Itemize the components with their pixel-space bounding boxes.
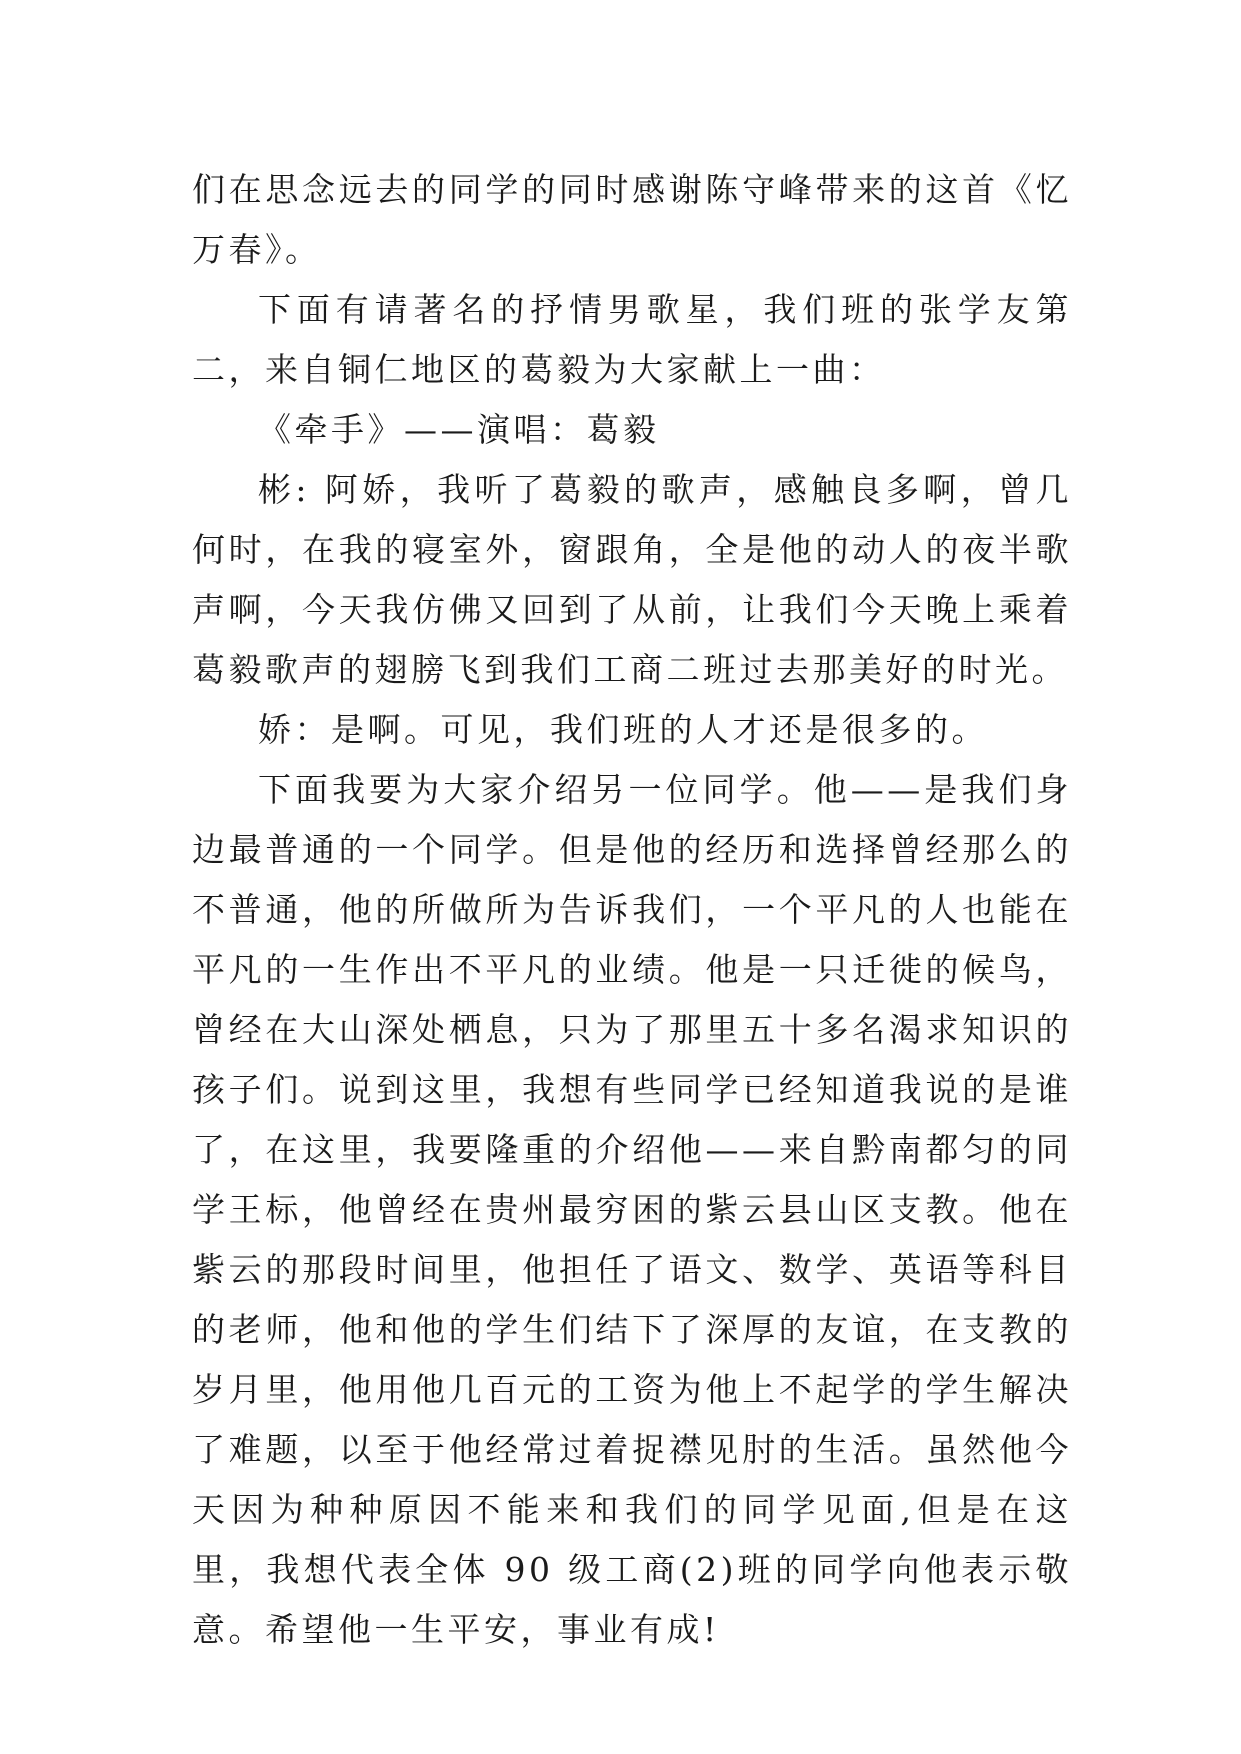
document-body bbox=[192, 160, 1072, 1660]
paragraph-jiao-dialogue: 娇：是啊。可见，我们班的人才还是很多的。 bbox=[258, 710, 988, 749]
paragraph-introduce-classmate: 下面我要为大家介绍另一位同学。他——是我们身边最普通的一个同学。但是他的经历和选择曾经那么的不普通，他的所做所为告诉我们，一个平凡的人也能在平凡的一生作出不平凡的业绩。他是一只迁徙的候鸟，曾经在大山深处栖息，只为了那里五十多名渴求知识的孩子们。说到这里，我想有些同学已经知道我说的是谁了，在这里，我要隆重的介绍他——来自黔南都匀的同学王标，他曾经在贵州最穷困的紫云县山区支教。他在紫云的那段时间里，他担任了语文、数学、英语等科目的老师，他和他的学生们结下了深厚的友谊，在支教的岁月里，他用他几百元的工资为他上不起学的学生解决了难题，以至于他经常过着捉襟见肘的生活。虽然他今天因为种种原因不能来和我们的同学见面,但是在这里，我想代表全体 90 级工商(2)班的同学向他表示敬意。希望他一生平安，事业有成! bbox=[192, 770, 1072, 1649]
paragraph-bin-dialogue: 彬: 阿娇，我听了葛毅的歌声，感触良多啊，曾几何时，在我的寝室外，窗跟角，全是他的动人的夜半歌声啊，今天我仿佛又回到了从前，让我们今天晚上乘着葛毅歌声的翅膀飞到我们工商二班过去那美好的时光。 bbox=[192, 470, 1072, 689]
paragraph-continuation: 们在思念远去的同学的同时感谢陈守峰带来的这首《忆万春》。 bbox=[192, 170, 1072, 269]
paragraph-introduce-singer: 下面有请著名的抒情男歌星，我们班的张学友第二，来自铜仁地区的葛毅为大家献上一曲： bbox=[192, 290, 1072, 389]
paragraph-song-title: 《牵手》——演唱：葛毅 bbox=[258, 410, 660, 449]
